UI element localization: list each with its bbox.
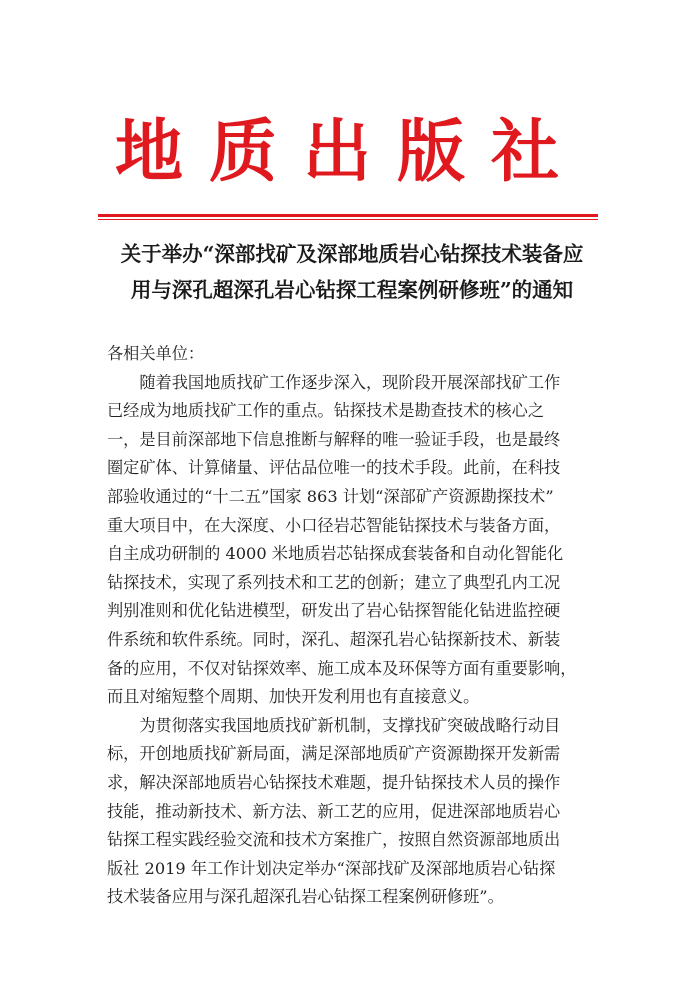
paragraph-line: 钻探技术，实现了系列技术和工艺的创新；建立了典型孔内工况 — [107, 572, 561, 592]
notice-title — [98, 236, 606, 308]
body-paragraph-1 — [107, 369, 599, 712]
paragraph-line: 件系统和软件系统。同时，深孔、超深孔岩心钻探新技术、新装 — [107, 629, 561, 649]
body-paragraph-2 — [107, 712, 599, 912]
paragraph-line: 求，解决深部地质岩心钻探技术难题，提升钻探技术人员的操作 — [107, 772, 561, 792]
paragraph-line: 判别准则和优化钻进模型，研发出了岩心钻探智能化钻进监控硬 — [107, 601, 561, 621]
paragraph-line: 备的应用，不仅对钻探效率、施工成本及环保等方面有重要影响， — [107, 658, 577, 678]
paragraph-line: 技能，推动新技术、新方法、新工艺的应用，促进深部地质岩心 — [107, 801, 561, 821]
paragraph-line: 随着我国地质找矿工作逐步深入，现阶段开展深部找矿工作 — [107, 372, 561, 392]
salutation: 各相关单位： — [107, 344, 205, 363]
paragraph-line: 圈定矿体、计算储量、评估品位唯一的技术手段。此前，在科技 — [107, 458, 561, 478]
paragraph-line: 部验收通过的“十二五”国家 863 计划“深部矿产资源勘探技术” — [107, 486, 554, 506]
paragraph-line: 钻探工程实践经验交流和技术方案推广，按照自然资源部地质出 — [107, 830, 561, 850]
paragraph-line: 版社 2019 年工作计划决定举办“深部找矿及深部地质岩心钻探 — [107, 858, 556, 878]
paragraph-line: 一，是目前深部地下信息推断与解释的唯一验证手段，也是最终 — [107, 429, 561, 449]
paragraph-line: 重大项目中，在大深度、小口径岩芯智能钻探技术与装备方面， — [107, 515, 561, 535]
paragraph-line: 而且对缩短整个周期、加快开发利用也有直接意义。 — [107, 687, 480, 707]
paragraph-line: 技术装备应用与深孔超深孔岩心钻探工程案例研修班”。 — [107, 887, 504, 907]
publisher-masthead: 地质出版社 — [114, 112, 585, 192]
notice-body — [107, 340, 599, 912]
paragraph-line: 为贯彻落实我国地质找矿新机制，支撑找矿突破战略行动目 — [107, 715, 561, 735]
paragraph-line: 标，开创地质找矿新局面，满足深部地质矿产资源勘探开发新需 — [107, 744, 561, 764]
masthead-divider-thin — [98, 219, 598, 220]
paragraph-line: 已经成为地质找矿工作的重点。钻探技术是勘查技术的核心之 — [107, 401, 545, 421]
masthead-divider-thick — [98, 214, 598, 217]
paragraph-line: 自主成功研制的 4000 米地质岩芯钻探成套装备和自动化智能化 — [107, 544, 564, 564]
notice-title-line: 关于举办“深部找矿及深部地质岩心钻探技术装备应 — [120, 242, 584, 266]
notice-title-line: 用与深孔超深孔岩心钻探工程案例研修班”的通知 — [130, 278, 574, 302]
